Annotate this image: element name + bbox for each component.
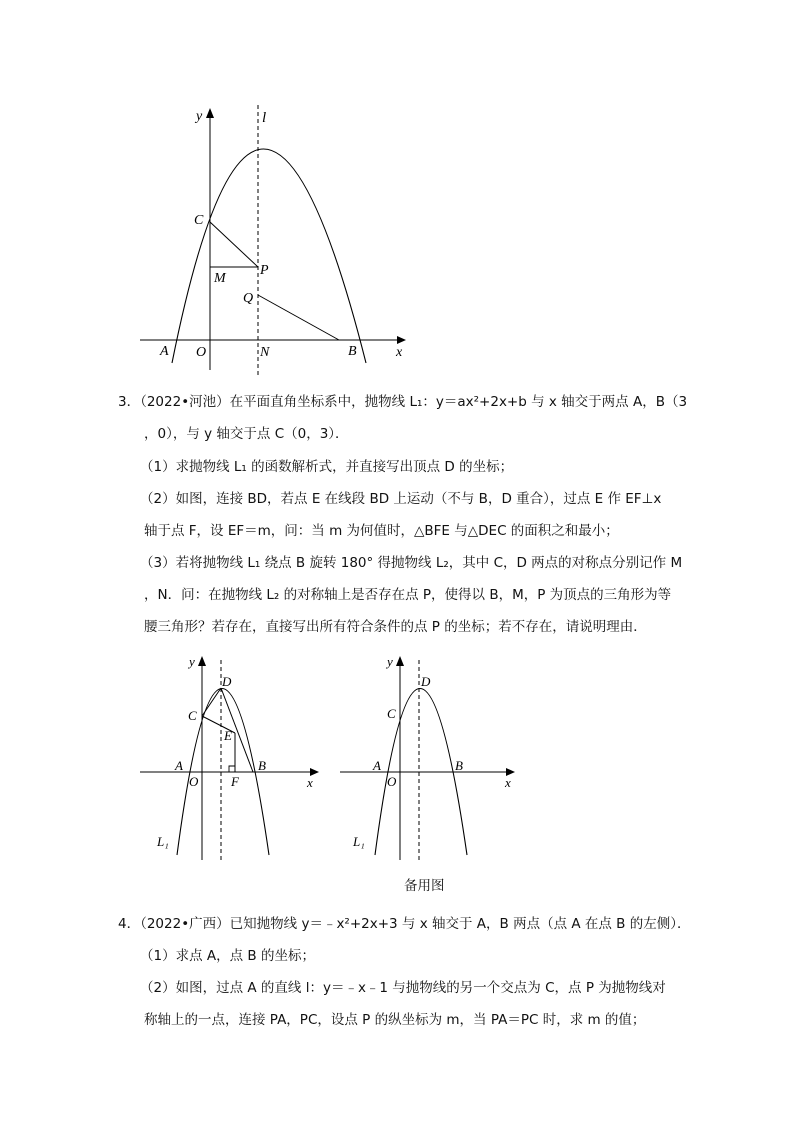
y-axis-arrow xyxy=(198,656,206,666)
right-angle-mark xyxy=(229,766,235,772)
label-b: B xyxy=(258,758,266,773)
label-q: Q xyxy=(243,291,254,306)
label-b: B xyxy=(348,344,357,359)
problem-4-part-2b: 称轴上的一点，连接 PA，PC，设点 P 的纵坐标为 m，当 PA＝PC 时，求 m 的值； xyxy=(144,1012,646,1028)
label-n: N xyxy=(260,345,270,360)
label-o: O xyxy=(387,774,397,789)
problem-3-part-2b: 轴于点 F，设 EF＝m，问：当 m 为何值时，△BFE 与△DEC 的面积之和最小； xyxy=(144,523,619,539)
label-f: F xyxy=(231,774,239,789)
figure-1 xyxy=(130,100,420,385)
label-d: D xyxy=(222,674,232,689)
label-o: O xyxy=(196,345,207,360)
label-y: y xyxy=(196,109,203,124)
label-b: B xyxy=(455,758,463,773)
label-o: O xyxy=(189,774,199,789)
problem-4-part-1: （1）求点 A，点 B 的坐标； xyxy=(140,948,315,964)
segment-cd xyxy=(202,688,221,716)
label-y: y xyxy=(387,654,393,669)
label-e: E xyxy=(224,728,232,743)
segment-cp xyxy=(210,222,258,267)
segment-qb xyxy=(258,295,339,340)
problem-3-part-3a: （3）若将抛物线 L₁ 绕点 B 旋转 180° 得抛物线 L₂，其中 C，D 两点的对称点分别记作 M xyxy=(140,555,683,571)
problem-3-part-2a: （2）如图，连接 BD，若点 E 在线段 BD 上运动（不与 B，D 重合），过点 E 作 EF⊥x xyxy=(140,491,662,507)
label-l1: L₁ xyxy=(157,834,169,849)
label-c: C xyxy=(194,213,204,228)
label-m: M xyxy=(214,271,226,286)
label-a: A xyxy=(175,758,183,773)
label-l: l xyxy=(262,110,267,126)
problem-3-line-2: ，0），与 y 轴交于点 C（0，3）． xyxy=(144,426,349,442)
label-a: A xyxy=(160,344,169,359)
problem-3-line-1: 3．（2022•河池）在平面直角坐标系中，抛物线 L₁：y＝ax²+2x+b 与 x 轴交于两点 A，B（3 xyxy=(118,394,688,410)
figure-3 xyxy=(335,650,525,865)
y-axis-arrow xyxy=(206,108,214,118)
label-c: C xyxy=(188,708,197,723)
problem-3-part-3b: ，N．问：在抛物线 L₂ 的对称轴上是否存在点 P，使得以 B，M，P 为顶点的三角形为等 xyxy=(144,587,672,603)
label-a: A xyxy=(373,758,381,773)
problem-4-line-1: 4．（2022•广西）已知抛物线 y＝﹣x²+2x+3 与 x 轴交于 A，B 两点（点 A 在点 B 的左侧）． xyxy=(118,916,691,932)
y-axis-arrow xyxy=(396,656,404,666)
figure-3-caption: 备用图 xyxy=(404,878,445,894)
problem-3-part-3c: 腰三角形？若存在，直接写出所有符合条件的点 P 的坐标；若不存在，请说明理由． xyxy=(144,619,647,635)
problem-4-part-2a: （2）如图，过点 A 的直线 l：y＝﹣x﹣1 与抛物线的另一个交点为 C，点 P 为抛物线对 xyxy=(140,980,666,996)
problem-3-part-1: （1）求抛物线 L₁ 的函数解析式，并直接写出顶点 D 的坐标； xyxy=(140,459,514,475)
label-x: x xyxy=(396,345,403,360)
label-p: P xyxy=(260,263,269,278)
label-d: D xyxy=(421,674,431,689)
label-c: C xyxy=(387,706,396,721)
label-x: x xyxy=(307,775,313,790)
label-x: x xyxy=(505,775,511,790)
figure-2 xyxy=(135,650,325,865)
x-axis-arrow xyxy=(397,336,406,344)
label-y: y xyxy=(189,654,195,669)
parabola xyxy=(172,149,366,363)
label-l1: L₁ xyxy=(353,834,365,849)
